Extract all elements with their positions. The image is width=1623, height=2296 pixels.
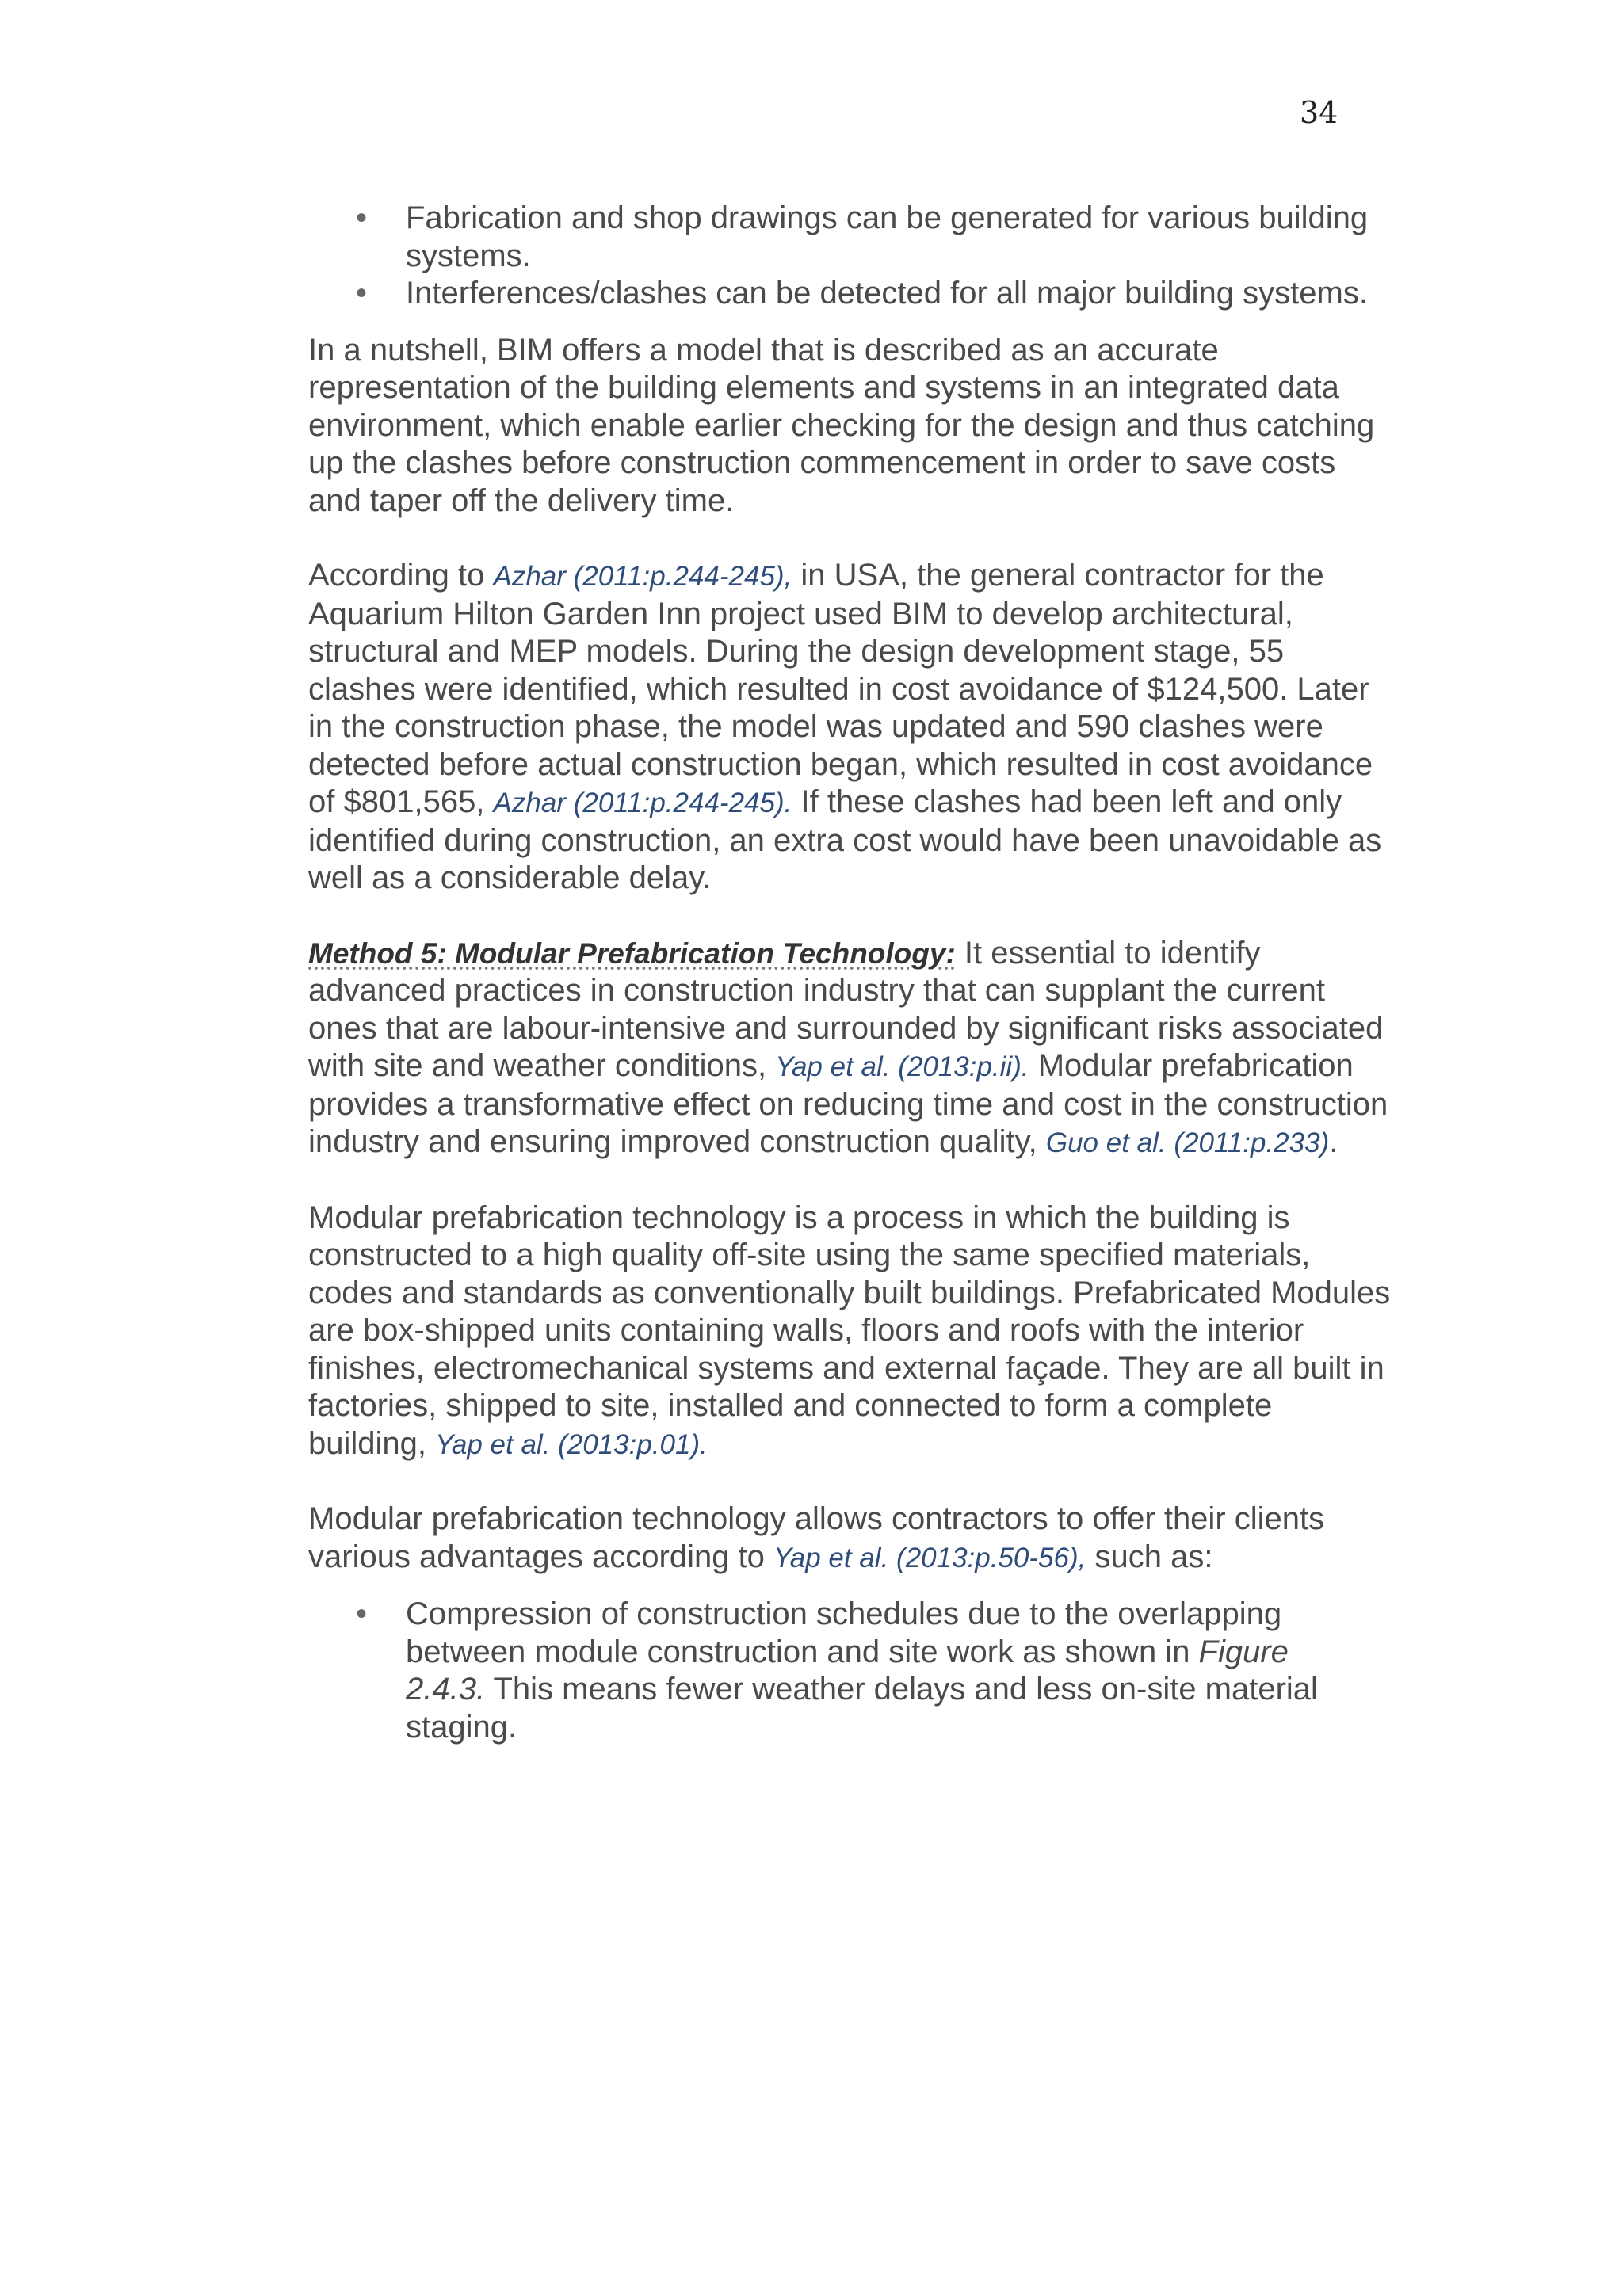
bullet-icon: • xyxy=(356,276,368,311)
paragraph-text: Modular prefabrication technology is a process in which the building is constructed to a high quality off-site using the same specified materials, codes and standards as conventionally built buildings. Prefabricated Modules are box-shipped units containing walls, floors and roofs with the interior finishes, electromechanical systems and external façade. They are all built in factories, shipped to site, installed and connected to form a complete building, xyxy=(308,1199,1391,1461)
paragraph-text: If these clashes had been left and only identified during construction, an extra cost would have been unavoidable as well as a considerable delay. xyxy=(308,784,1382,895)
list-item xyxy=(308,200,1373,275)
page-number: 34 xyxy=(1300,95,1338,130)
list-item-text: Interferences/clashes can be detected for all major building systems. xyxy=(406,276,1368,311)
paragraph-azhar-case xyxy=(308,557,1394,898)
paragraph-text: in USA, the general contractor for the Aquarium Hilton Garden Inn project used BIM to develop architectural, structural and MEP models. During the design development stage, 55 clashes were identified, which resulted in cost avoidance of $124,500. Later in the construction phase, the model was updated and 590 clashes were detected before actual construction began, which resulted in cost avoidance of $801,565, xyxy=(308,558,1373,819)
paragraph-text: . xyxy=(1329,1124,1338,1159)
top-bullet-list xyxy=(308,200,1394,313)
citation-link[interactable]: Yap et al. (2013:p.50-56), xyxy=(773,1542,1086,1573)
paragraph-text: According to xyxy=(308,558,494,593)
list-item xyxy=(308,1596,1373,1746)
paragraph-method-5 xyxy=(308,935,1394,1162)
paragraph-text: such as: xyxy=(1086,1539,1213,1574)
citation-link[interactable]: Guo et al. (2011:p.233) xyxy=(1045,1127,1330,1158)
method-heading: Method 5: Modular Prefabrication Technology: xyxy=(308,936,956,970)
list-item-text: This means fewer weather delays and less on-site material staging. xyxy=(406,1672,1318,1745)
figure-reference: Figure 2.4.3. xyxy=(406,1634,1289,1707)
paragraph-bim-summary: In a nutshell, BIM offers a model that is described as an accurate representation of the building elements and systems in an integrated data environment, which enable earlier checking for the design and thus catching up the clashes before construction commencement in order to save costs and taper off the delivery time. xyxy=(308,332,1375,518)
paragraph-text: Modular prefabrication technology allows contractors to offer their clients various advantages according to xyxy=(308,1501,1325,1574)
paragraph-modular-advantages xyxy=(308,1501,1394,1577)
list-item-text: Fabrication and shop drawings can be generated for various building systems. xyxy=(406,200,1369,273)
paragraph-text: Modular prefabrication provides a transformative effect on reducing time and cost in the construction industry and ensuring improved construction quality, xyxy=(308,1048,1388,1159)
list-item xyxy=(308,275,1373,313)
page-content xyxy=(308,200,1394,1746)
citation-link[interactable]: Azhar (2011:p.244-245). xyxy=(493,788,792,818)
bottom-bullet-list xyxy=(308,1596,1394,1746)
paragraph-modular-definition xyxy=(308,1199,1394,1464)
citation-link[interactable]: Azhar (2011:p.244-245), xyxy=(493,561,792,592)
citation-link[interactable]: Yap et al. (2013:p.ii). xyxy=(775,1051,1029,1082)
citation-link[interactable]: Yap et al. (2013:p.01). xyxy=(435,1428,708,1460)
list-item-text: Compression of construction schedules due to the overlapping between module construction and site work as shown in xyxy=(406,1596,1282,1669)
paragraph-text: It essential to identify advanced practices in construction industry that can supplant the current ones that are labour-intensive and surrounded by significant risks associated with site and weather conditions, xyxy=(308,935,1384,1083)
bullet-icon: • xyxy=(356,200,368,235)
bullet-icon: • xyxy=(356,1596,368,1631)
